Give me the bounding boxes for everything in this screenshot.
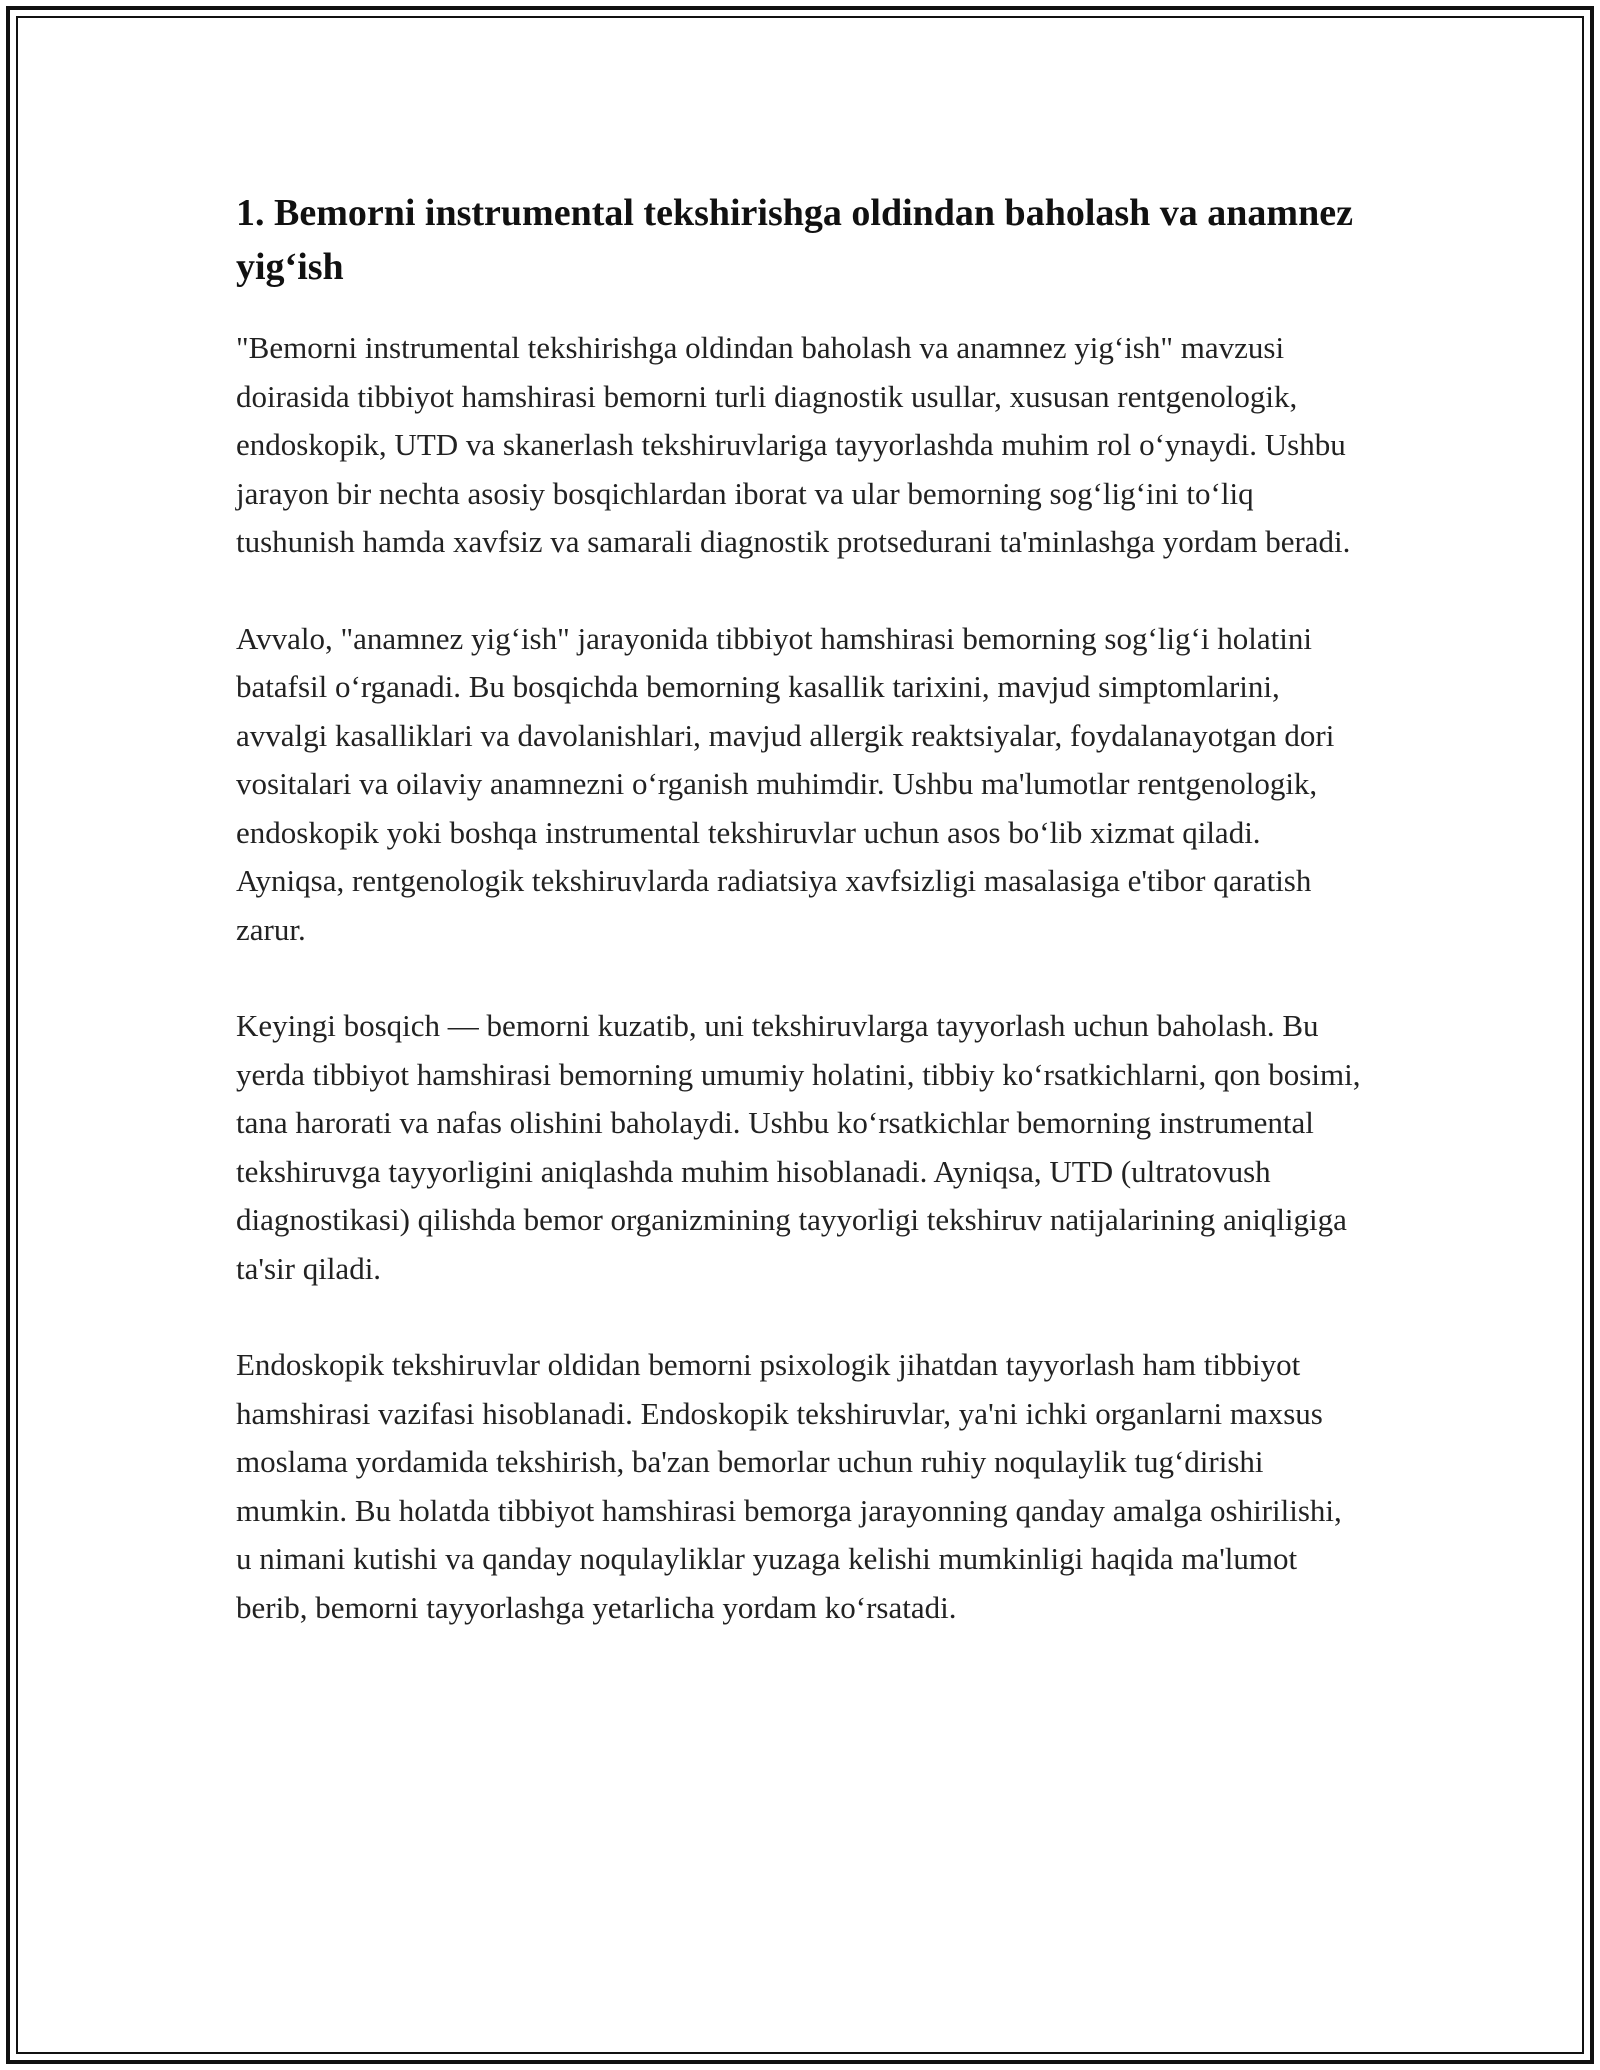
paragraph-intro: "Bemorni instrumental tekshirishga oldindan baholash va anamnez yig‘ish" mavzusi doirasida tibbiyot hamshirasi bemorni turli diagnostik usullar, xususan rentgenologik, endoskopik, UTD va skanerlash tekshiruvlariga tayyorlashda muhim rol o‘ynaydi. Ushbu jarayon bir nechta asosiy bosqichlardan iborat va ular bemorning sog‘lig‘ini to‘liq tushunish hamda xavfsiz va samarali diagnostik protsedurani ta'minlashga yordam beradi.	[236, 330, 1351, 559]
section-heading: 1. Bemorni instrumental tekshirishga oldindan baholash va anamnez yig‘ish	[236, 192, 1353, 288]
paragraph-assessment: Keyingi bosqich — bemorni kuzatib, uni tekshiruvlarga tayyorlash uchun baholash. Bu yerda tibbiyot hamshirasi bemorning umumiy holatini, tibbiy ko‘rsatkichlarni, qon bosimi, tana harorati va nafas olishini baholaydi. Ushbu ko‘rsatkichlar bemorning instrumental tekshiruvga tayyorligini aniqlashda muhim hisoblanadi. Ayniqsa, UTD (ultratovush diagnostikasi) qilishda bemor organizmining tayyorligi tekshiruv natijalarining aniqligiga ta'sir qiladi.	[236, 1008, 1361, 1286]
paragraph-anamnesis: Avvalo, "anamnez yig‘ish" jarayonida tibbiyot hamshirasi bemorning sog‘lig‘i holatini batafsil o‘rganadi. Bu bosqichda bemorning kasallik tarixini, mavjud simptomlarini, avvalgi kasalliklari va davolanishlari, mavjud allergik reaktsiyalar, foydalanayotgan dori vositalari va oilaviy anamnezni o‘rganish muhimdir. Ushbu ma'lumotlar rentgenologik, endoskopik yoki boshqa instrumental tekshiruvlar uchun asos bo‘lib xizmat qiladi. Ayniqsa, rentgenologik tekshiruvlarda radiatsiya xavfsizligi masalasiga e'tibor qaratish zarur.	[236, 620, 1335, 947]
paragraph-endoscopy-preparation: Endoskopik tekshiruvlar oldidan bemorni psixologik jihatdan tayyorlash ham tibbiyot hamshirasi vazifasi hisoblanadi. Endoskopik tekshiruvlar, ya'ni ichki organlarni maxsus moslama yordamida tekshirish, ba'zan bemorlar uchun ruhiy noqulaylik tug‘dirishi mumkin. Bu holatda tibbiyot hamshirasi bemorga jarayonning qanday amalga oshirilishi, u nimani kutishi va qanday noqulayliklar yuzaga kelishi mumkinligi haqida ma'lumot berib, bemorni tayyorlashga yetarlicha yordam ko‘rsatadi.	[236, 1347, 1342, 1625]
document-body	[236, 186, 1364, 1680]
